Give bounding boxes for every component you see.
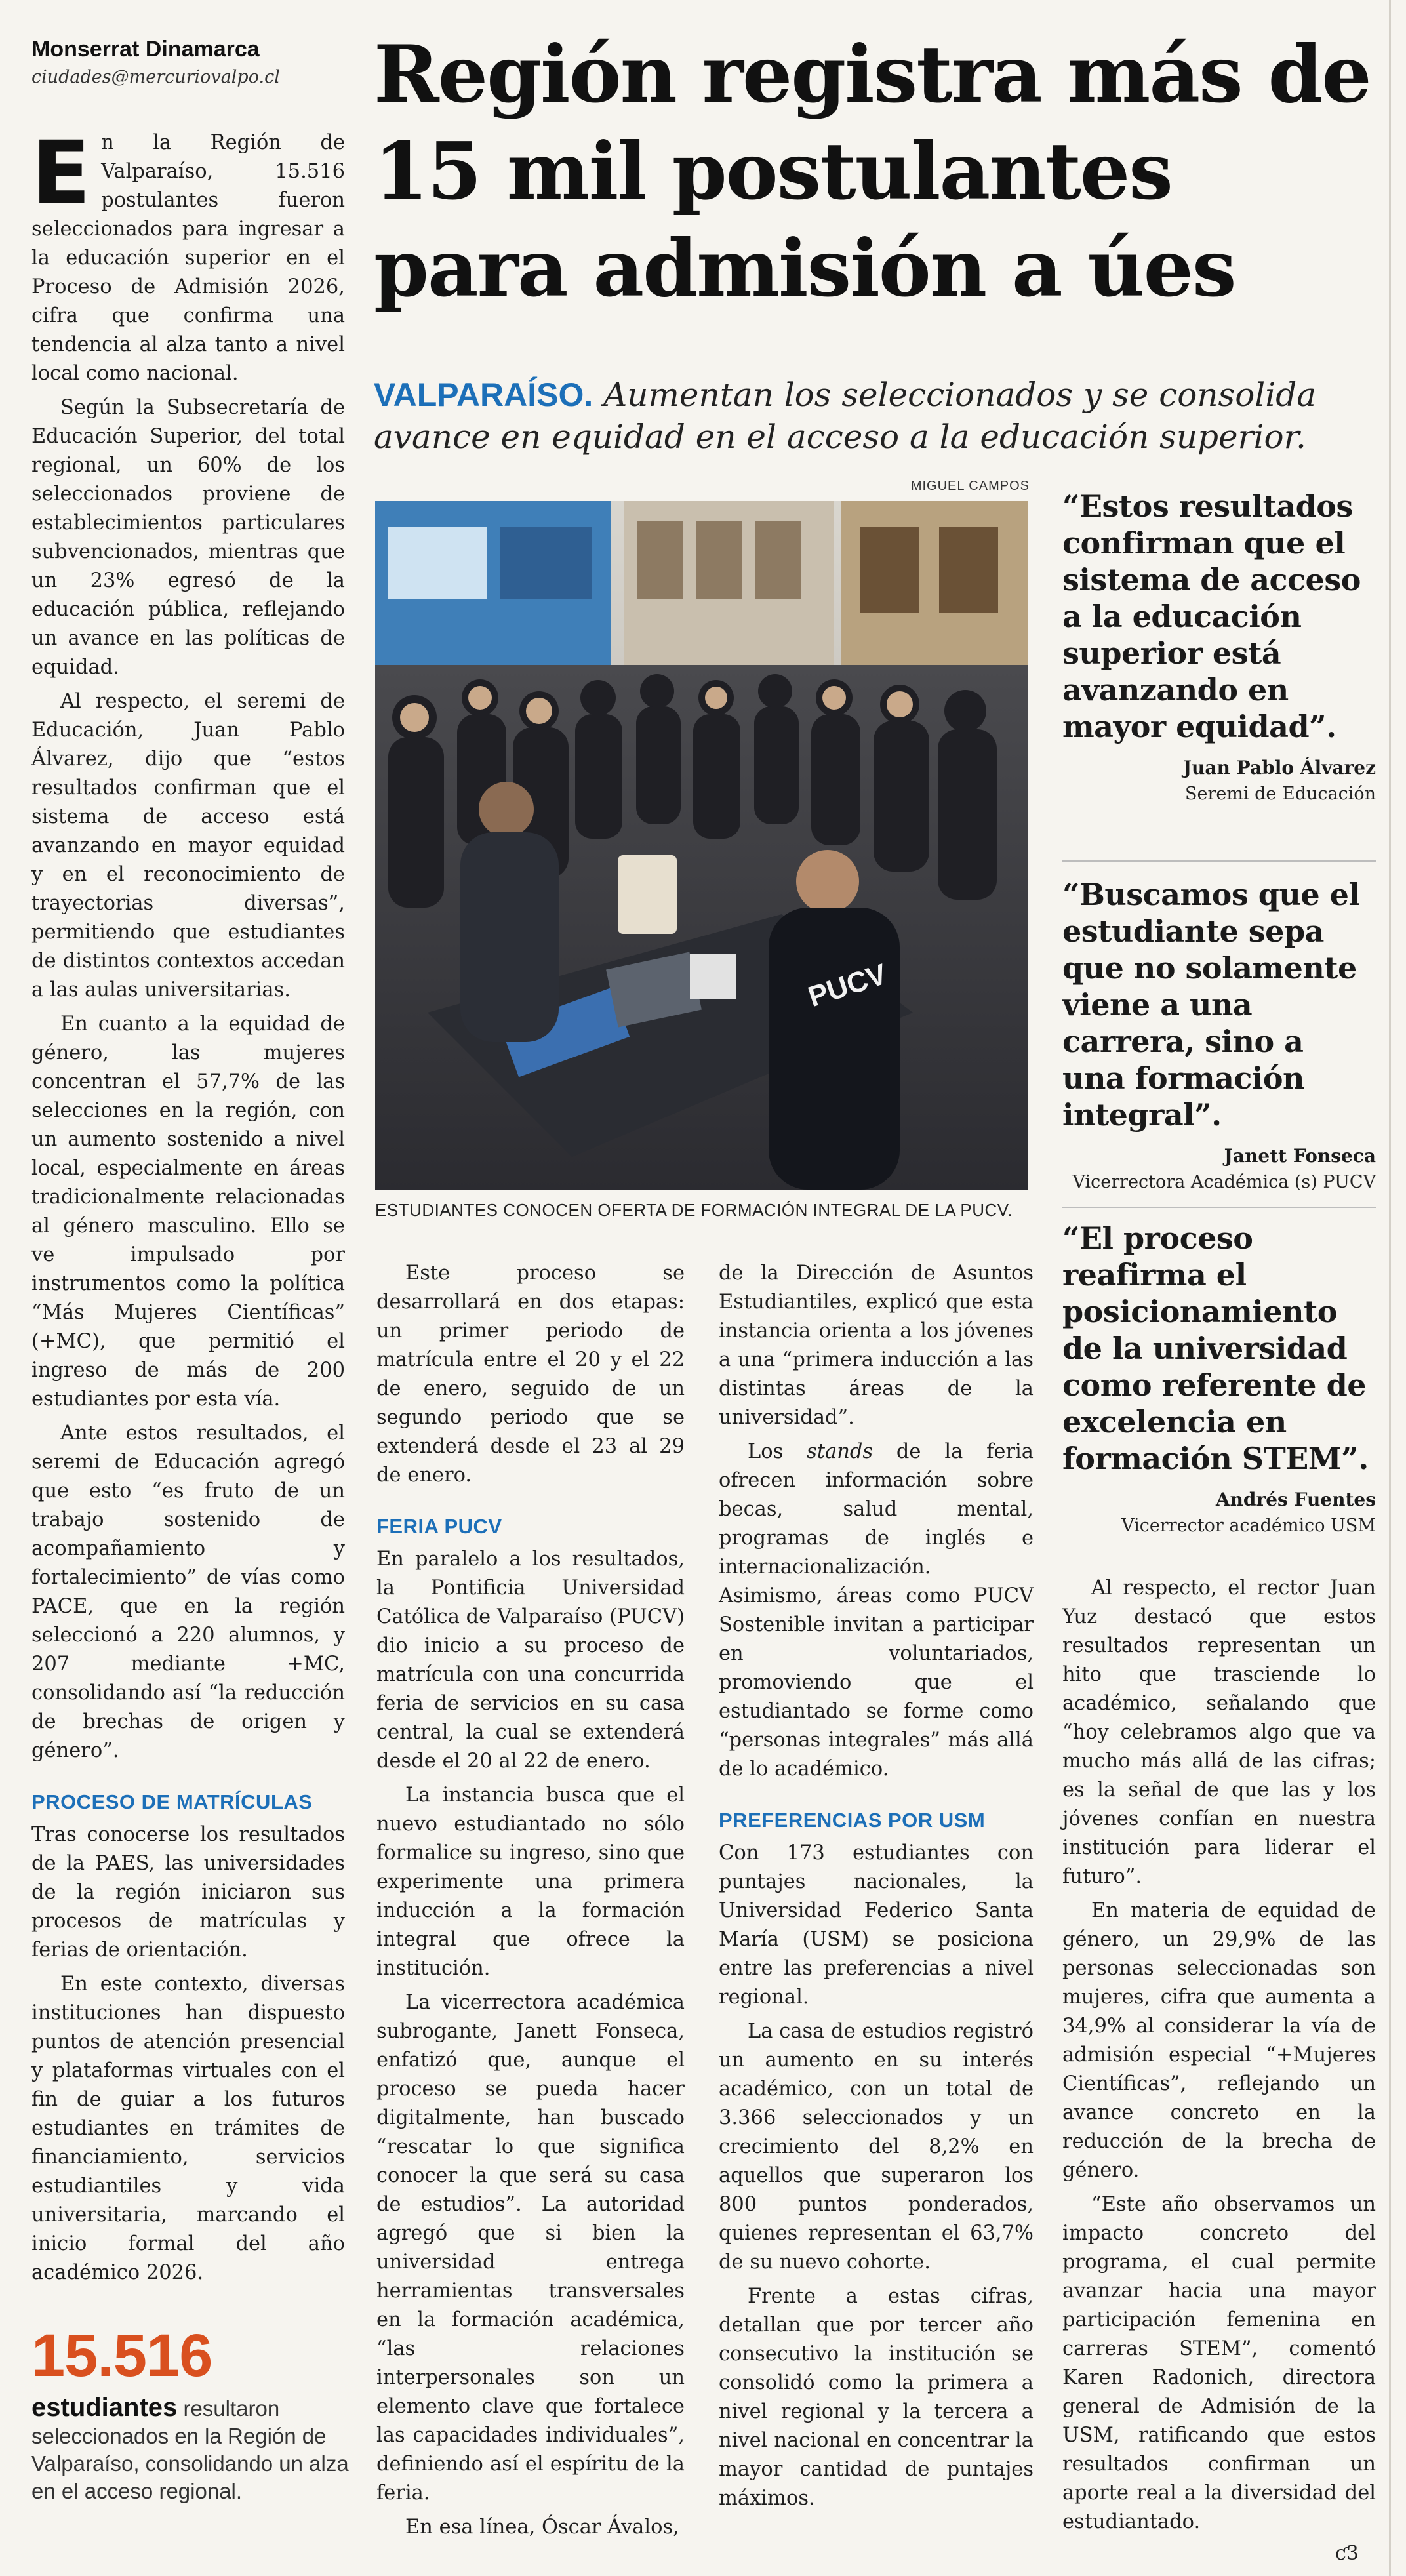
quote-role: Seremi de Educación	[1184, 784, 1376, 804]
quote-text: “Buscamos que el estudiante sepa que no solamente viene a una carrera, sino a una formación integral”.	[1062, 877, 1360, 1133]
quote-author: Andrés Fuentes	[1215, 1489, 1376, 1510]
paragraph: La casa de estudios registró un aumento en su interés académico, con un total de 3.366 seleccionados y un crecimiento del 8,2% en aquellos que superaron los 800 puntos ponderados, quienes representan el 63,7% de su nuevo cohorte.	[719, 2020, 1034, 2274]
photo-caption: ESTUDIANTES CONOCEN OFERTA DE FORMACIÓN INTEGRAL DE LA PUCV.	[375, 1200, 1013, 1220]
headline: Región registra más de 15 mil postulantes para admisión a úes	[374, 28, 1371, 315]
paragraph: Ante estos resultados, el seremi de Educación agregó que esto “es fruto de un trabajo sostenido de acompañamiento y fortalecimiento” de vías como PACE, que en la región seleccionó a 220 alumnos, y 207 mediante +MC, consolidando así “la reducción de brechas de origen y género”.	[31, 1422, 345, 1762]
drop-cap: E	[31, 123, 91, 224]
stat-label: estudiantes	[31, 2393, 178, 2422]
end-mark: ƈ3	[1335, 2542, 1359, 2565]
paragraph: Al respecto, el rector Juan Yuz destacó que estos resultados representan un hito que trasciende lo académico, señalando que “hoy celebramos algo que va mucho más allá de las cifras; es la señal de que las y los jóvenes confían en nuestra institución para liderar el futuro”.	[1062, 1577, 1376, 1888]
paragraph: Con 173 estudiantes con puntajes nacionales, la Universidad Federico Santa María (USM) se posiciona entre las preferencias a nivel regional.	[719, 1841, 1034, 2009]
paragraph: En este contexto, diversas instituciones han dispuesto puntos de atención presencial y plataformas virtuales con el fin de guiar a los futuros estudiantes en trámites de financiamiento, servicios estudiantiles y vida universitaria, marcando el inicio formal del año académico 2026.	[31, 1973, 345, 2284]
paragraph: En cuanto a la equidad de género, las mujeres concentran el 57,7% de las selecciones en la región, con un aumento sostenido a nivel local, especialmente en áreas tradicionalmente relacionadas al género masculino. Ello se ve impulsado por instrumentos como la política “Más Mujeres Científicas” (+MC), que permitió el ingreso de más de 200 estudiantes por esta vía.	[31, 1013, 345, 1411]
deck	[374, 374, 1371, 458]
pull-quote-2	[1062, 876, 1376, 1192]
quote-divider	[1062, 1207, 1376, 1208]
stands-word: stands	[807, 1440, 874, 1463]
quote-text: “Estos resultados confirman que el sistema de acceso a la educación superior está avanzando en mayor equidad”.	[1062, 489, 1361, 744]
article-column-4	[1062, 1574, 1376, 2542]
pull-quote-3	[1062, 1220, 1376, 1536]
paragraph: Frente a estas cifras, detallan que por tercer año consecutivo la institución se consolidó como la primera a nivel regional y la tercera a nivel nacional en concentrar la mayor cantidad de puntajes máximos.	[719, 2285, 1034, 2510]
paragraph: En paralelo a los resultados, la Pontificia Universidad Católica de Valparaíso (PUCV) dio inicio a su proceso de matrícula con una concurrida feria de servicios en su casa central, la cual se extenderá desde el 20 al 22 de enero.	[376, 1548, 685, 1773]
author-email[interactable]: ciudades@mercuriovalpo.cl	[31, 67, 280, 87]
paragraph: Este proceso se desarrollará en dos etapas: un primer periodo de matrícula entre el 20 y el 22 de enero, seguido de un segundo periodo que se extenderá desde el 23 al 29 de enero.	[376, 1262, 685, 1487]
quote-author: Juan Pablo Álvarez	[1182, 757, 1376, 778]
paragraph: En materia de equidad de género, un 29,9% de las personas seleccionadas son mujeres, cifra que aumenta a 34,9% al considerar la vía de admisión especial “+Mujeres Científicas”, reflejando un avance concreto en la reducción de la brecha de género.	[1062, 1899, 1376, 2182]
paragraph: “Este año observamos un impacto concreto del programa, el cual permite avanzar hacia una mayor participación femenina en carreras STEM”, comentó Karen Radonich, directora general de Admisión de la USM, ratificando que estos resultados confirman un aporte real a la diversidad del estudiantado.	[1062, 2193, 1376, 2533]
paragraph: Los stands de la feria ofrecen información sobre becas, salud mental, programas de inglés e internacionalización. Asimismo, áreas como PUCV Sostenible invitan a participar en voluntariados, promoviendo que el estudiantado se forme como “personas integrales” más allá de lo académico.	[719, 1440, 1034, 1781]
quote-role: Vicerrectora Académica (s) PUCV	[1072, 1172, 1376, 1192]
photo-credit: MIGUEL CAMPOS	[910, 479, 1030, 493]
lead-paragraph: En la Región de Valparaíso, 15.516 postulantes fueron seleccionados para ingresar a la educación superior en el Proceso de Admisión 2026, cifra que confirma una tendencia al alza tanto a nivel local como nacional.	[31, 123, 345, 385]
fair-crowd-image	[375, 501, 1028, 1190]
quote-role: Vicerrector académico USM	[1121, 1516, 1376, 1536]
paragraph: En esa línea, Óscar Ávalos,	[405, 2516, 679, 2539]
stat-description: resultaron seleccionados en la Región de Valparaíso, consolidando un alza en el acceso regional.	[31, 2396, 349, 2503]
paragraph: Según la Subsecretaría de Educación Superior, del total regional, un 60% de los seleccionados proviene de establecimientos particulares subvencionados, mientras que un 23% egresó de la educación pública, reflejando un avance en las políticas de equidad.	[31, 396, 345, 679]
article-column-3	[719, 1259, 1034, 2518]
deck-text: Aumentan los seleccionados y se consolida avance en equidad en el acceso a la educación superior.	[374, 376, 1317, 456]
subhead-feria-pucv: FERIA PUCV	[376, 1515, 502, 1538]
article-column-1	[31, 123, 345, 2293]
paragraph: La instancia busca que el nuevo estudiantado no sólo formalice su ingreso, sino que experimente una primera inducción a la formación integral que ofrece la institución.	[376, 1784, 685, 1980]
page-edge-rule	[1389, 0, 1391, 2576]
subhead-usm: PREFERENCIAS POR USM	[719, 1809, 986, 1832]
quote-author: Janett Fonseca	[1224, 1145, 1376, 1167]
paragraph: de la Dirección de Asuntos Estudiantiles, explicó que esta instancia orienta a los jóvenes a una “primera inducción a las distintas áreas de la universidad”.	[719, 1262, 1034, 1429]
paragraph: La vicerrectora académica subrogante, Janett Fonseca, enfatizó que, aunque el proceso se pueda hacer digitalmente, han buscado “rescatar lo que significa conocer la que será su casa de estudios”. La autoridad agregó que si bien la universidad entrega herramientas transversales en la formación académica, “las relaciones interpersonales son un elemento clave que fortalece las capacidades individuales”, definiendo así el espíritu de la feria.	[376, 1991, 685, 2505]
quote-divider	[1062, 860, 1376, 862]
paragraph: Al respecto, el seremi de Educación, Juan Pablo Álvarez, dijo que “estos resultados confirman que el sistema de acceso está avanzando en mayor equidad y en el reconocimiento de trayectorias diversas”, permitiendo que estudiantes de distintos contextos accedan a las aulas universitarias.	[31, 690, 345, 1001]
subhead-matriculas: PROCESO DE MATRÍCULAS	[31, 1790, 313, 1813]
pull-quote-1	[1062, 488, 1376, 804]
author-name: Monserrat Dinamarca	[31, 37, 260, 62]
stat-text	[31, 2394, 359, 2505]
deck-place: VALPARAÍSO.	[374, 376, 593, 413]
news-photo	[375, 501, 1028, 1190]
shirt-text: PUCV	[804, 957, 891, 1014]
paragraph: Tras conocerse los resultados de la PAES, las universidades de la región iniciaron sus procesos de matrículas y ferias de orientación.	[31, 1823, 345, 1962]
stat-number: 15.516	[31, 2322, 212, 2389]
quote-text: “El proceso reafirma el posicionamiento de la universidad como referente de excelencia en formación STEM”.	[1062, 1220, 1369, 1476]
article-column-2	[376, 1259, 685, 2547]
